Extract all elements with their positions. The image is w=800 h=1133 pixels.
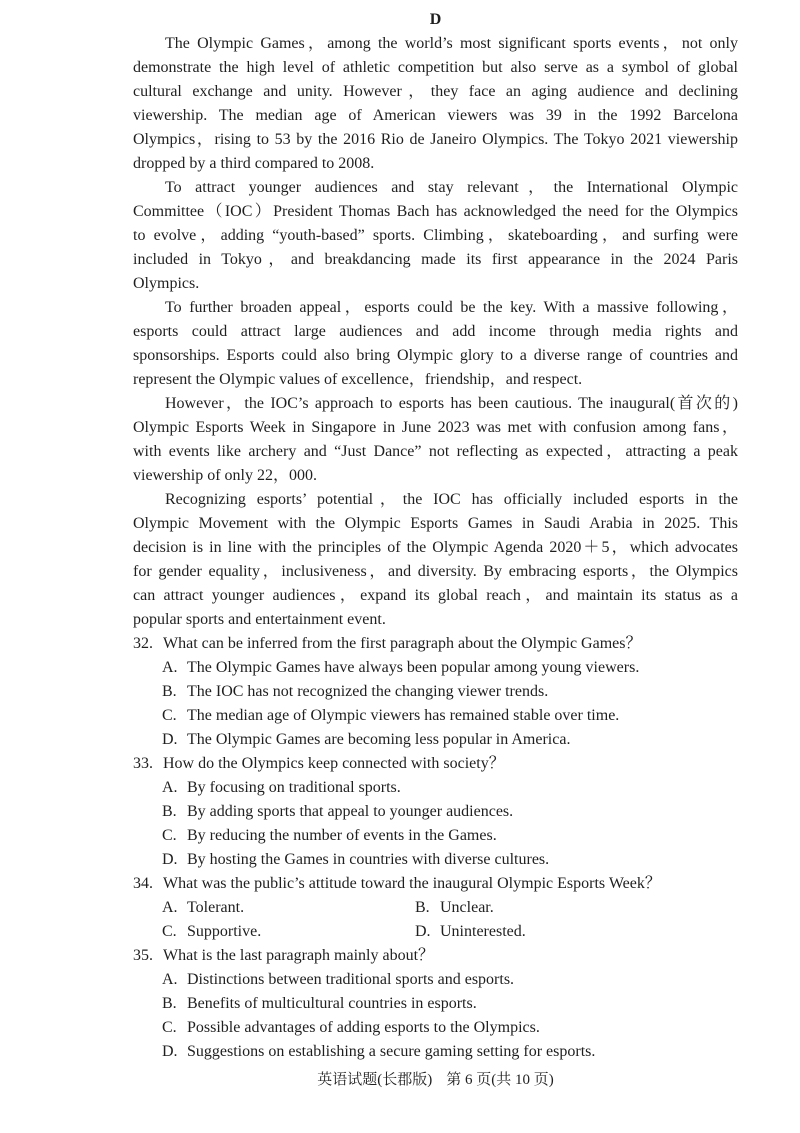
question-text: What can be inferred from the first paragraph about the Olympic Games？ xyxy=(163,635,642,652)
option-row xyxy=(133,896,738,920)
option-b xyxy=(415,896,494,920)
passage-line: Olympics. xyxy=(133,275,200,292)
option-a xyxy=(133,968,738,992)
option-c xyxy=(162,920,261,944)
passage-line: Olympic Esports Week in Singapore in June 2023 was met with confusion among fans， xyxy=(133,419,738,436)
question-text: How do the Olympics keep connected with society？ xyxy=(163,755,505,772)
option-b xyxy=(133,800,738,824)
passage-line: represent the Olympic values of excellence，friendship，and respect. xyxy=(133,371,583,388)
option-letter: C. xyxy=(162,707,177,724)
option-text: Tolerant. xyxy=(187,899,245,916)
passage-paragraph-1 xyxy=(133,32,738,176)
question-32 xyxy=(133,632,738,752)
passage-line: to evolve，adding “youth-based” sports. Climbing，skateboarding，and surfing were xyxy=(133,227,738,244)
exam-page-content xyxy=(133,8,738,1064)
question-number: 34. xyxy=(133,875,153,892)
passage-line: cultural exchange and unity. However，they face an aging audience and declining xyxy=(133,83,738,100)
option-d xyxy=(133,1040,738,1064)
option-letter: B. xyxy=(162,683,177,700)
passage-line: included in Tokyo，and breakdancing made its first appearance in the 2024 Paris xyxy=(133,251,738,268)
option-row xyxy=(133,920,738,944)
passage-line: popular sports and entertainment event. xyxy=(133,611,386,628)
section-title: D xyxy=(429,11,442,28)
question-stem xyxy=(133,872,738,896)
passage-line: Olympic Movement with the Olympic Esports Games in Saudi Arabia in 2025. This xyxy=(133,515,738,532)
option-text: Unclear. xyxy=(440,899,494,916)
option-letter: B. xyxy=(162,995,177,1012)
option-text: The median age of Olympic viewers has remained stable over time. xyxy=(187,707,620,724)
question-text: What is the last paragraph mainly about？ xyxy=(163,947,435,964)
question-stem xyxy=(133,752,738,776)
option-letter: D. xyxy=(162,1043,178,1060)
option-text: The Olympic Games have always been popular among young viewers. xyxy=(187,659,640,676)
option-letter: B. xyxy=(415,899,430,916)
question-number: 33. xyxy=(133,755,153,772)
option-b xyxy=(133,680,738,704)
passage-line: viewership. The median age of American viewers was 39 in the 1992 Barcelona xyxy=(133,107,738,124)
option-letter: A. xyxy=(162,899,178,916)
passage-line: decision is in line with the principles of the Olympic Agenda 2020＋5，which advocates xyxy=(133,539,738,556)
option-letter: A. xyxy=(162,779,178,796)
option-text: Distinctions between traditional sports and esports. xyxy=(187,971,515,988)
passage-line: Committee（IOC）President Thomas Bach has acknowledged the need for the Olympics xyxy=(133,203,738,220)
passage-line: viewership of only 22，000. xyxy=(133,467,317,484)
option-d xyxy=(133,728,738,752)
question-35 xyxy=(133,944,738,1064)
option-text: Benefits of multicultural countries in esports. xyxy=(187,995,477,1012)
option-letter: A. xyxy=(162,659,178,676)
footer-exam-title: 英语试题(长郡版) xyxy=(317,1072,433,1088)
option-text: The Olympic Games are becoming less popular in America. xyxy=(187,731,571,748)
option-text: The IOC has not recognized the changing viewer trends. xyxy=(187,683,549,700)
passage-paragraph-5 xyxy=(133,488,738,632)
option-letter: C. xyxy=(162,923,177,940)
option-text: By adding sports that appeal to younger audiences. xyxy=(187,803,514,820)
passage-line: dropped by a third compared to 2008. xyxy=(133,155,375,172)
passage-line: The Olympic Games，among the world’s most significant sports events，not only xyxy=(165,35,738,52)
passage-line: sponsorships. Esports could also bring Olympic glory to a diverse range of countries and xyxy=(133,347,738,364)
passage-line: for gender equality，inclusiveness，and diversity. By embracing esports，the Olympics xyxy=(133,563,738,580)
option-d xyxy=(415,920,526,944)
question-number: 35. xyxy=(133,947,153,964)
passage-paragraph-2 xyxy=(133,176,738,296)
option-a xyxy=(133,656,738,680)
option-b xyxy=(133,992,738,1016)
option-text: By hosting the Games in countries with diverse cultures. xyxy=(187,851,550,868)
passage-line: Recognizing esports’ potential，the IOC has officially included esports in the xyxy=(165,491,738,508)
option-text: Uninterested. xyxy=(440,923,526,940)
option-letter: C. xyxy=(162,1019,177,1036)
option-a xyxy=(133,776,738,800)
footer-page-info: 第 6 页(共 10 页) xyxy=(446,1072,554,1088)
option-text: Possible advantages of adding esports to the Olympics. xyxy=(187,1019,540,1036)
option-text: By reducing the number of events in the Games. xyxy=(187,827,497,844)
option-letter: A. xyxy=(162,971,178,988)
passage-line: To attract younger audiences and stay relevant，the International Olympic xyxy=(165,179,738,196)
question-stem xyxy=(133,632,738,656)
option-letter: B. xyxy=(162,803,177,820)
passage-line: can attract younger audiences，expand its global reach，and maintain its status as a xyxy=(133,587,738,604)
question-34 xyxy=(133,872,738,944)
passage-line: demonstrate the high level of athletic competition but also serve as a symbol of global xyxy=(133,59,738,76)
option-a xyxy=(162,896,244,920)
passage-line: To further broaden appeal，esports could be the key. With a massive following， xyxy=(165,299,738,316)
page-footer xyxy=(133,1068,738,1092)
option-c xyxy=(133,1016,738,1040)
option-letter: D. xyxy=(162,851,178,868)
passage-line: However，the IOC’s approach to esports has been cautious. The inaugural(首次的) xyxy=(165,395,738,412)
option-letter: C. xyxy=(162,827,177,844)
question-text: What was the public’s attitude toward the inaugural Olympic Esports Week？ xyxy=(163,875,661,892)
option-text: Supportive. xyxy=(187,923,262,940)
passage-paragraph-3 xyxy=(133,296,738,392)
passage-paragraph-4 xyxy=(133,392,738,488)
option-c xyxy=(133,824,738,848)
option-letter: D. xyxy=(415,923,431,940)
option-c xyxy=(133,704,738,728)
passage-line: esports could attract large audiences and add income through media rights and xyxy=(133,323,738,340)
question-stem xyxy=(133,944,738,968)
option-text: By focusing on traditional sports. xyxy=(187,779,401,796)
option-d xyxy=(133,848,738,872)
passage-line: Olympics，rising to 53 by the 2016 Rio de Janeiro Olympics. The Tokyo 2021 viewership xyxy=(133,131,738,148)
option-text: Suggestions on establishing a secure gaming setting for esports. xyxy=(187,1043,596,1060)
passage-line: with events like archery and “Just Dance” not reflecting as expected，attracting a peak xyxy=(133,443,738,460)
question-33 xyxy=(133,752,738,872)
option-letter: D. xyxy=(162,731,178,748)
question-number: 32. xyxy=(133,635,153,652)
